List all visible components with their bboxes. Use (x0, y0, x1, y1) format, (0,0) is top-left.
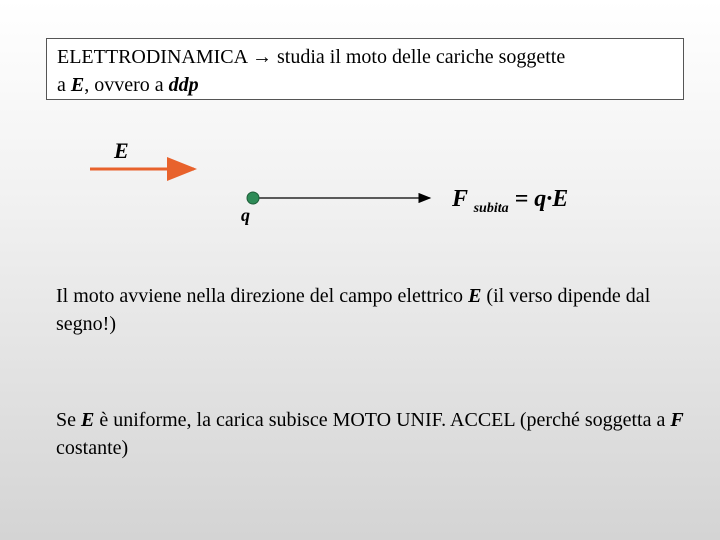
p2-e-symbol: E (81, 409, 95, 431)
p2-text-b: è uniforme, la carica subisce MOTO UNIF. ACCEL (perché soggetta a (94, 409, 671, 431)
header-ddp: ddp (168, 74, 199, 96)
paragraph-uniform (56, 406, 706, 462)
p1-text-b: (il verso dipende dal segno!) (56, 285, 651, 335)
p2-text-a: Se (56, 409, 81, 431)
force-formula (452, 186, 568, 217)
p1-e-symbol: E (468, 285, 482, 307)
header-text-1: studia il moto delle cariche soggette (271, 46, 566, 68)
header-text-2a: a (57, 74, 71, 96)
p2-text-c: costante) (56, 437, 129, 459)
formula-rhs: = q·E (508, 186, 569, 212)
header-text-2b: , ovvero a (84, 74, 169, 96)
paragraph-direction (56, 282, 696, 338)
p2-f-symbol: F (670, 409, 684, 431)
charge-dot (247, 192, 259, 204)
header-title: ELETTRODINAMICA (57, 46, 247, 68)
charge-label: q (241, 205, 250, 225)
formula-f: F (452, 186, 468, 212)
header-e-symbol: E (70, 74, 85, 96)
p1-text-a: Il moto avviene nella direzione del campo elettrico (56, 285, 469, 307)
field-label: E (114, 138, 129, 163)
right-arrow-icon: → (251, 46, 272, 68)
formula-subscript: subita (473, 201, 509, 216)
